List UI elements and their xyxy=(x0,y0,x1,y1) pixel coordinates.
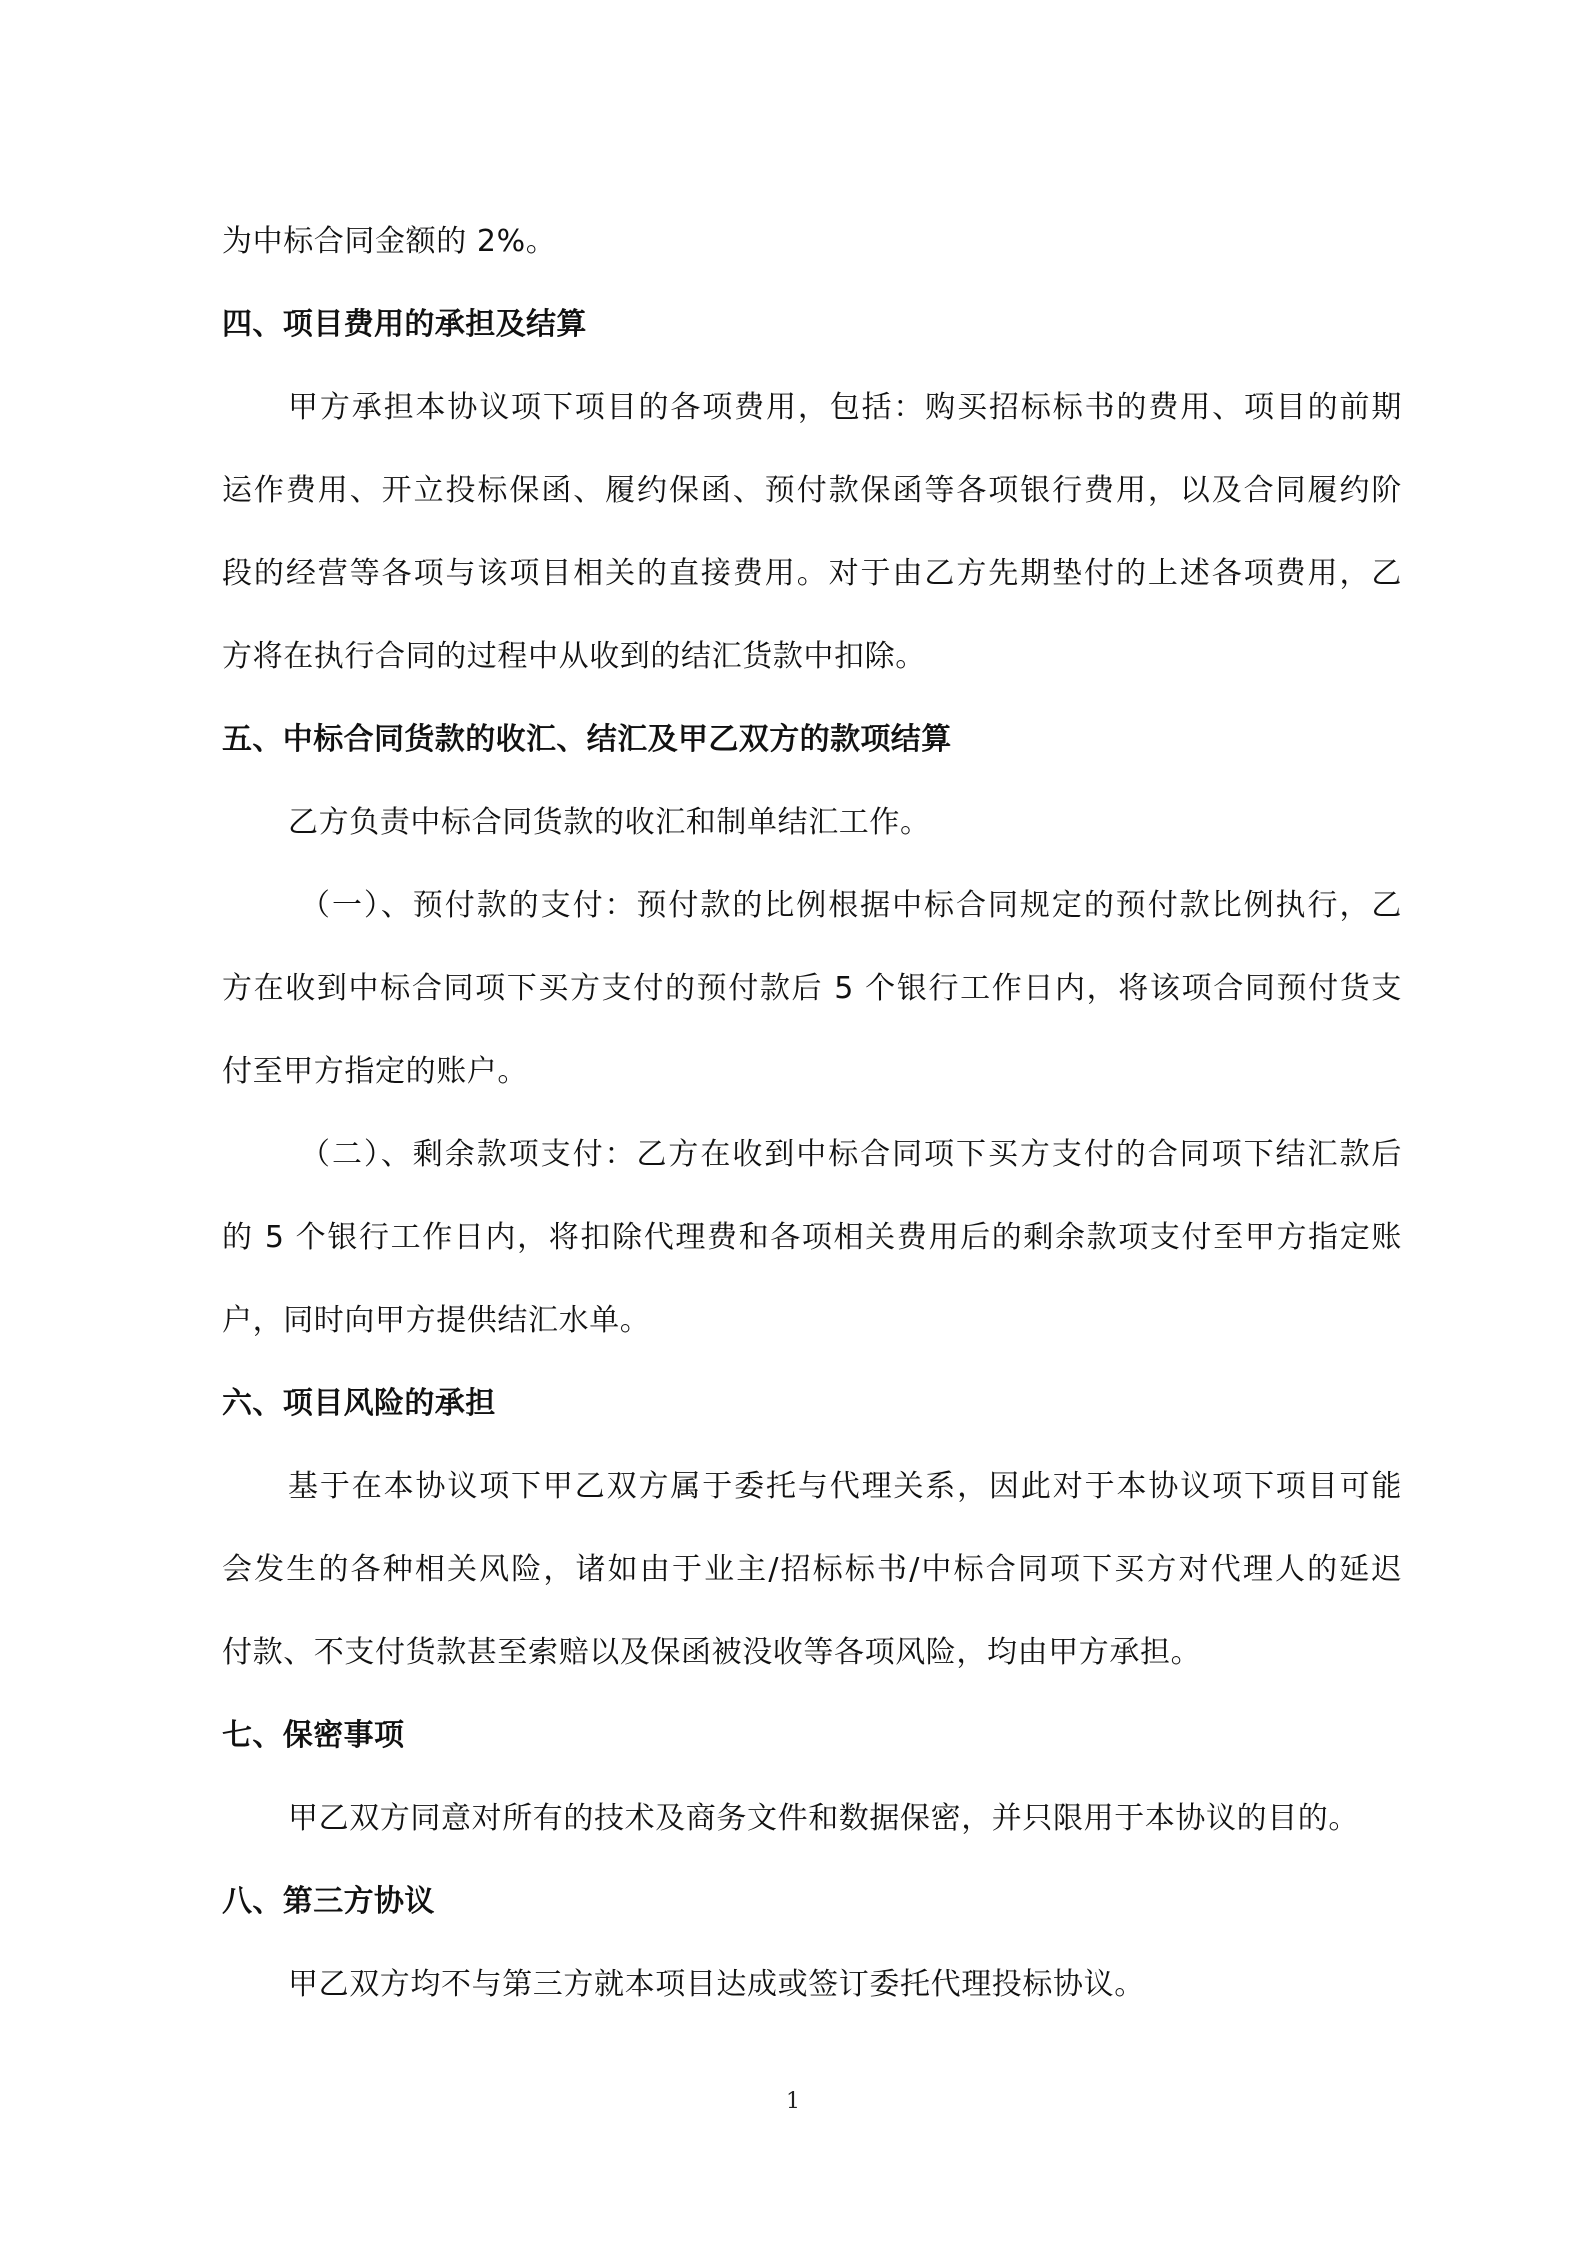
section-3-tail: 为中标合同金额的 2%。 xyxy=(222,224,557,259)
section-4-line-1: 甲方承担本协议项下项目的各项费用，包括：购买招标标书的费用、项目的前期 xyxy=(288,390,1402,425)
section-6-line-1: 基于在本协议项下甲乙双方属于委托与代理关系，因此对于本协议项下项目可能 xyxy=(288,1469,1402,1504)
section-6-line-3: 付款、不支付货款甚至索赔以及保函被没收等各项风险，均由甲方承担。 xyxy=(222,1635,1202,1670)
section-5-item-1-line-1: （一）、预付款的支付：预付款的比例根据中标合同规定的预付款比例执行，乙 xyxy=(300,888,1402,923)
section-7-line-1: 甲乙双方同意对所有的技术及商务文件和数据保密，并只限用于本协议的目的。 xyxy=(288,1801,1359,1836)
section-5-item-2-line-1: （二）、剩余款项支付：乙方在收到中标合同项下买方支付的合同项下结汇款后 xyxy=(300,1137,1402,1172)
section-5-item-1-line-2: 方在收到中标合同项下买方支付的预付款后 5 个银行工作日内，将该项合同预付货支 xyxy=(222,971,1402,1006)
section-5-item-2-line-3: 户，同时向甲方提供结汇水单。 xyxy=(222,1303,651,1338)
page-number: 1 xyxy=(786,2089,800,2114)
section-4-line-4: 方将在执行合同的过程中从收到的结汇货款中扣除。 xyxy=(222,639,926,674)
section-4-line-3: 段的经营等各项与该项目相关的直接费用。对于由乙方先期垫付的上述各项费用，乙 xyxy=(222,556,1402,591)
section-6-line-2: 会发生的各种相关风险，诸如由于业主/招标标书/中标合同项下买方对代理人的延迟 xyxy=(222,1552,1402,1587)
section-7-heading: 七、保密事项 xyxy=(222,1718,405,1753)
section-6-heading: 六、项目风险的承担 xyxy=(222,1386,496,1421)
section-5-item-2-line-2: 的 5 个银行工作日内，将扣除代理费和各项相关费用后的剩余款项支付至甲方指定账 xyxy=(222,1220,1402,1255)
section-4-heading: 四、项目费用的承担及结算 xyxy=(222,307,587,342)
section-8-heading: 八、第三方协议 xyxy=(222,1884,435,1919)
section-8-line-1: 甲乙双方均不与第三方就本项目达成或签订委托代理投标协议。 xyxy=(288,1967,1145,2002)
section-5-intro: 乙方负责中标合同货款的收汇和制单结汇工作。 xyxy=(288,805,931,840)
section-5-heading: 五、中标合同货款的收汇、结汇及甲乙双方的款项结算 xyxy=(222,722,952,757)
section-4-line-2: 运作费用、开立投标保函、履约保函、预付款保函等各项银行费用，以及合同履约阶 xyxy=(222,473,1402,508)
section-5-item-1-line-3: 付至甲方指定的账户。 xyxy=(222,1054,528,1089)
